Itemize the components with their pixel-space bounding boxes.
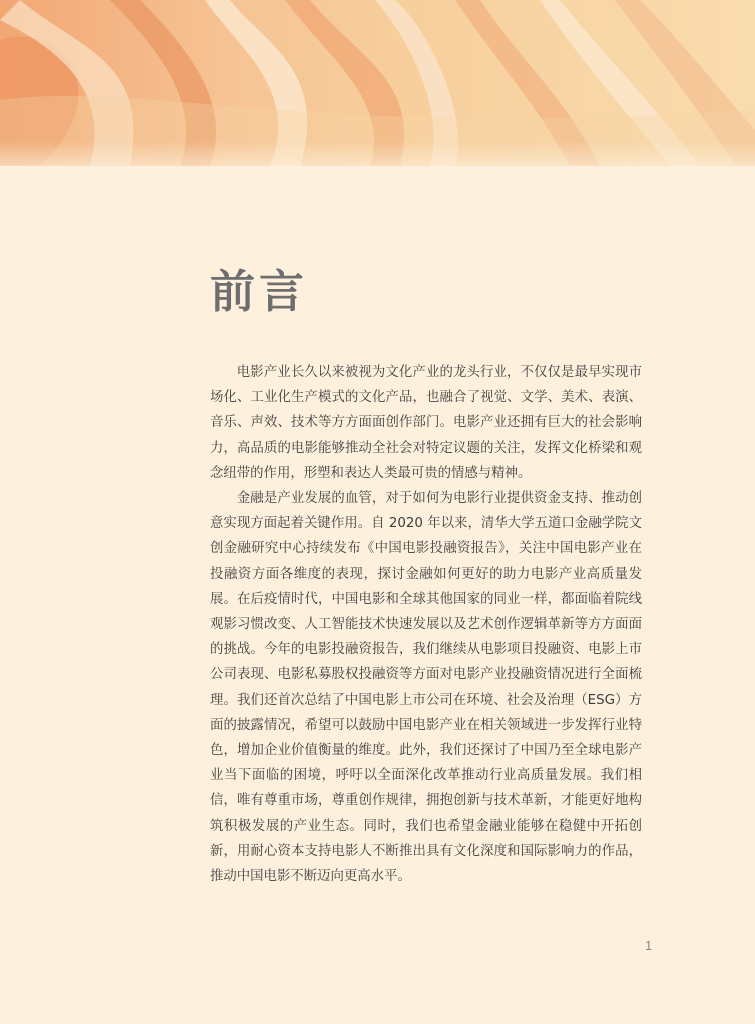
decorative-banner-image — [0, 0, 755, 166]
paragraph-1: 电影产业长久以来被视为文化产业的龙头行业，不仅仅是最早实现市场化、工业化生产模式的文化产品，也融合了视觉、文学、美术、表演、音乐、声效、技术等方方面面创作部门。电影产业还拥有巨大的社会影响力，高品质的电影能够推动全社会对特定议题的关注，发挥文化桥梁和观念纽带的作用，形塑和表达人类最可贵的情感与精神。 — [210, 365, 642, 481]
page-number: 1 — [645, 938, 653, 953]
orange-marble-swirl-image — [0, 0, 755, 166]
page-title: 前言 — [210, 265, 309, 318]
preface-body — [210, 360, 642, 889]
paragraph-2: 金融是产业发展的血管，对于如何为电影行业提供资金支持、推动创意实现方面起着关键作用。自 2020 年以来，清华大学五道口金融学院文创金融研究中心持续发布《中国电影投融资报告》，关注中国电影产业在投融资方面各维度的表现，探讨金融如何更好的助力电影产业高质量发展。在后疫情时代，中国电影和全球其他国家的同业一样，都面临着院线观影习惯改变、人工智能技术快速发展以及艺术创作逻辑革新等方方面面的挑战。今年的电影投融资报告，我们继续从电影项目投融资、电影上市公司表现、电影私募股权投融资等方面对电影产业投融资情况进行全面梳理。我们还首次总结了中国电影上市公司在环境、社会及治理（ESG）方面的披露情况，希望可以鼓励中国电影产业在相关领域进一步发挥行业特色，增加企业价值衡量的维度。此外，我们还探讨了中国乃至全球电影产业当下面临的困境，呼吁以全面深化改革推动行业高质量发展。我们相信，唯有尊重市场，尊重创作规律，拥抱创新与技术革新，才能更好地构筑积极发展的产业生态。同时，我们也希望金融业能够在稳健中开拓创新，用耐心资本支持电影人不断推出具有文化深度和国际影响力的作品，推动中国电影不断迈向更高水平。 — [210, 491, 642, 885]
